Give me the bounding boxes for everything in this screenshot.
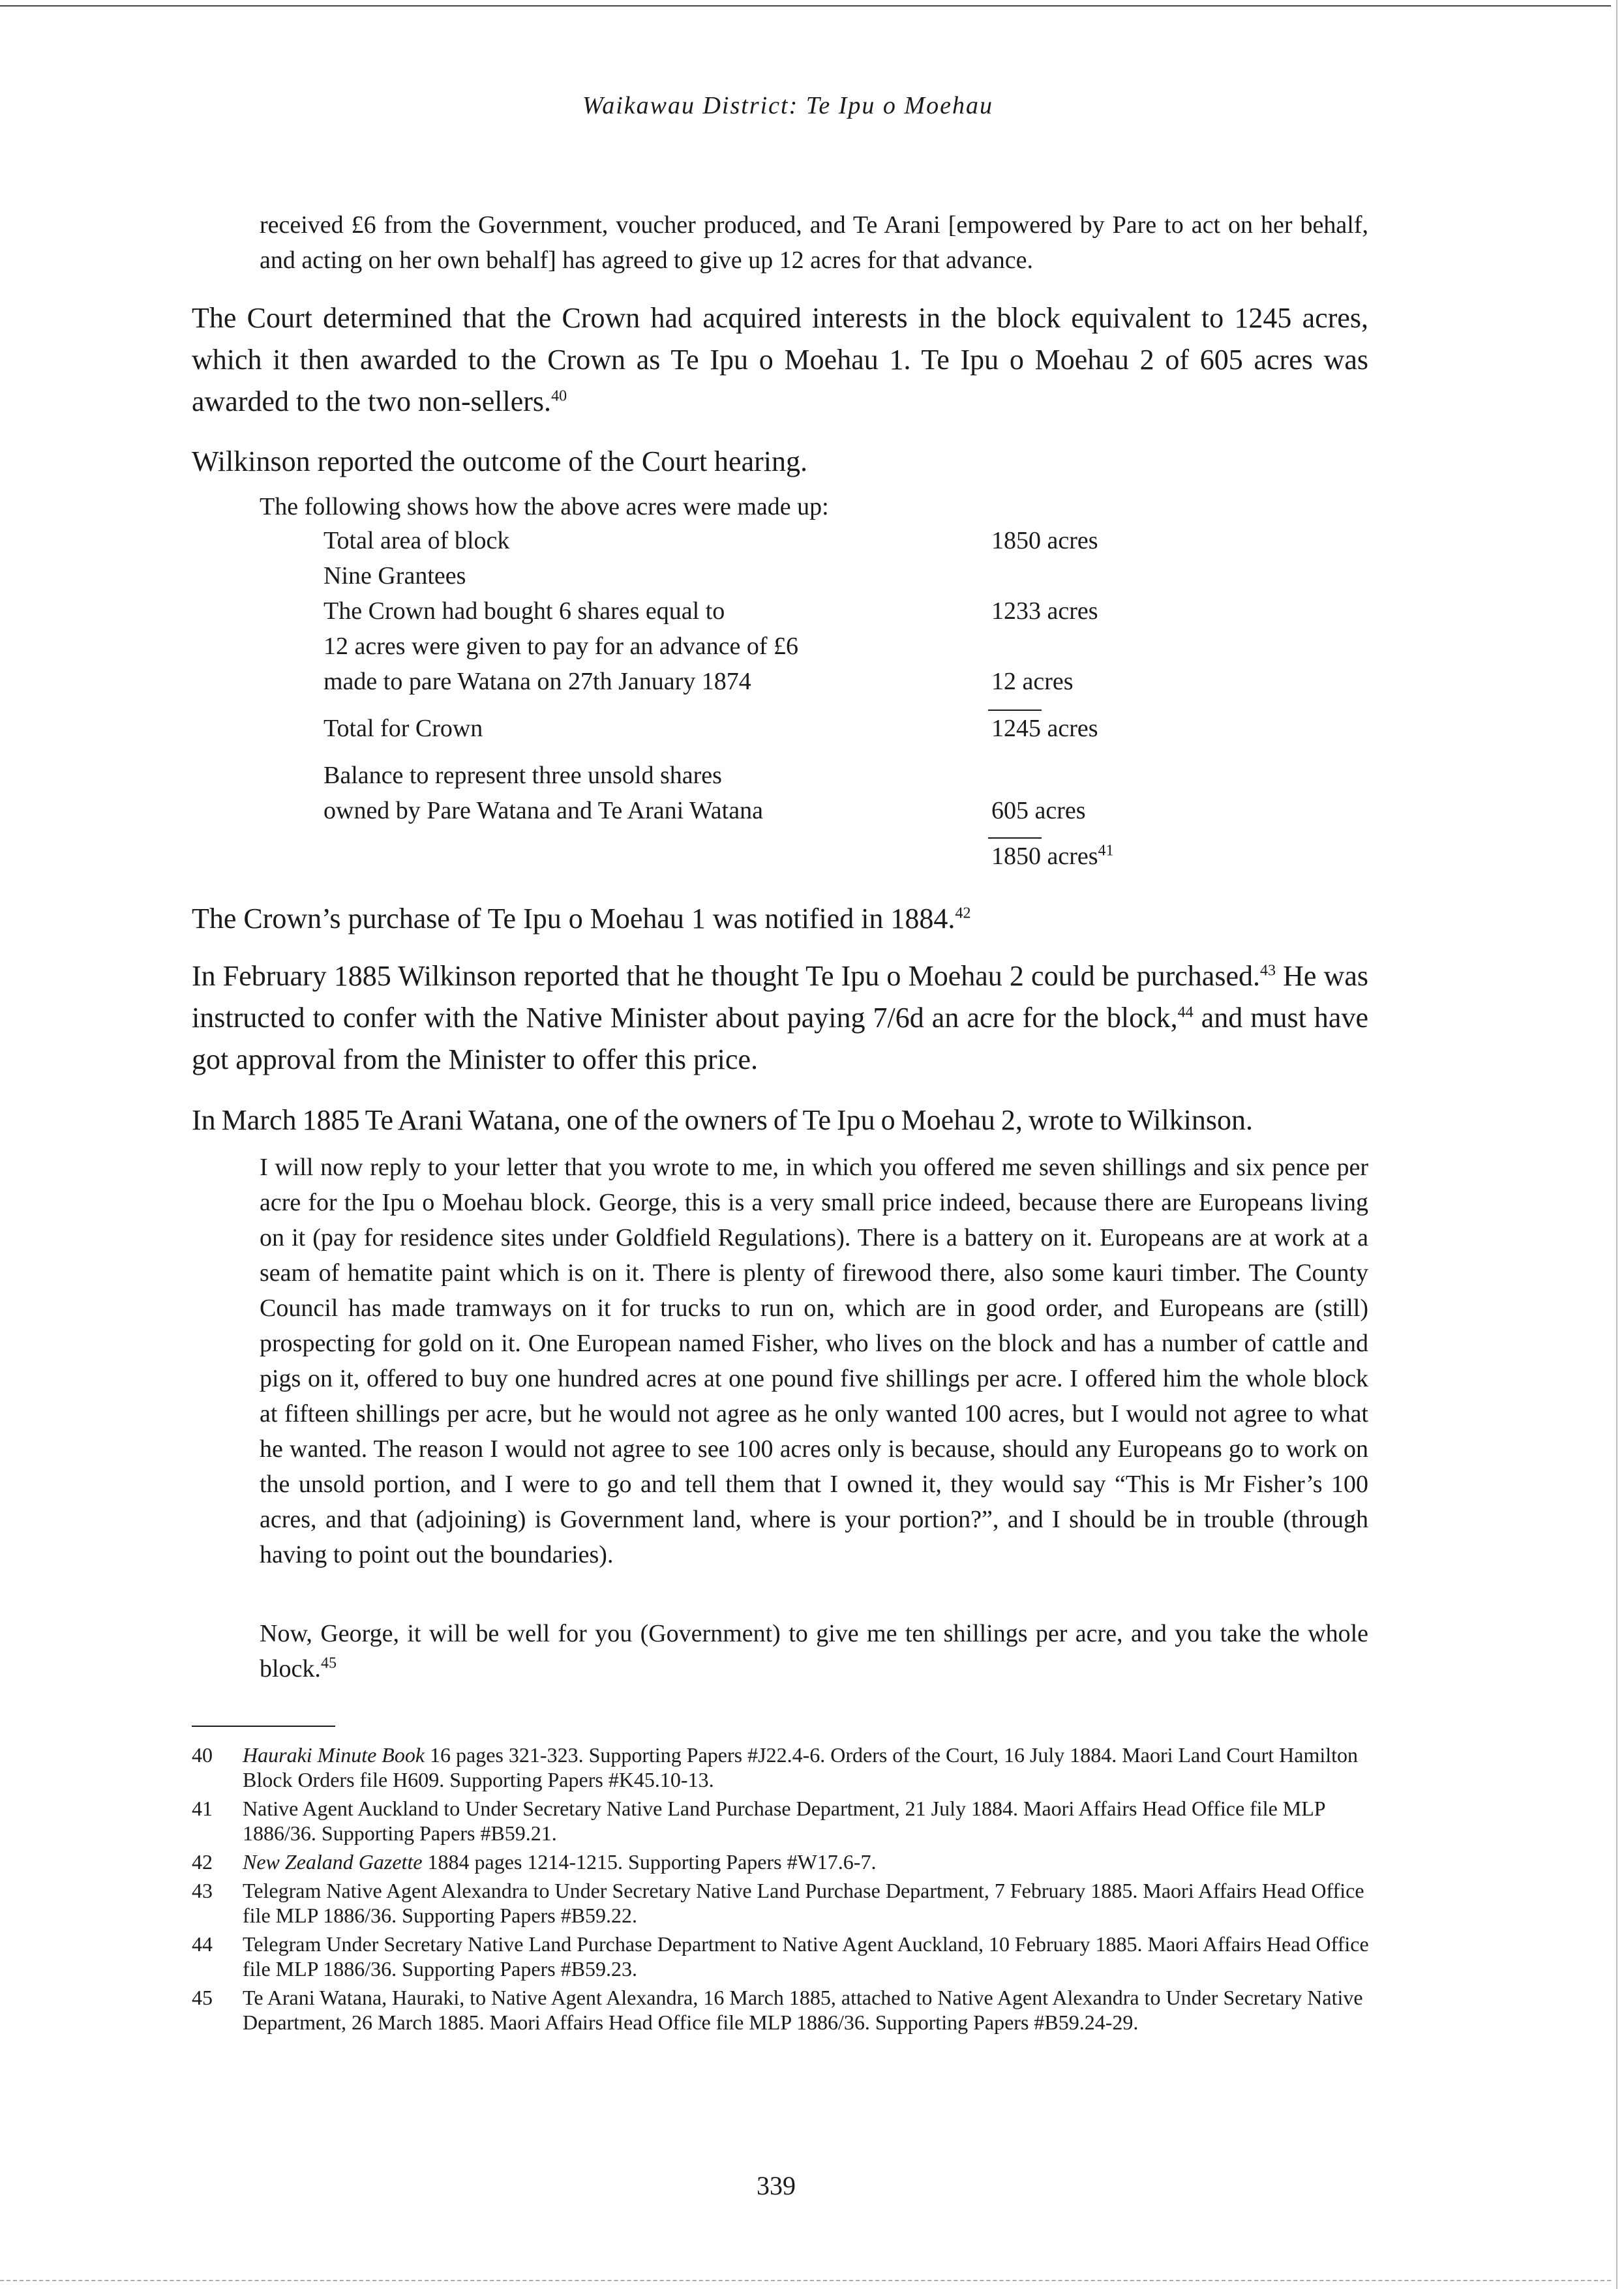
letter-quote-closing xyxy=(260,1616,1368,1686)
footnote-text xyxy=(243,1878,1384,1928)
acre-row-total xyxy=(323,842,1132,877)
acre-row-label: Total for Crown xyxy=(323,715,483,742)
footnote-text xyxy=(243,1796,1384,1846)
footnote-number: 41 xyxy=(192,1797,213,1820)
footnote-italic: New Zealand Gazette xyxy=(243,1850,423,1874)
footnote-body: 16 pages 321-323. Supporting Papers #J22.4-6. Orders of the Court, 16 July 1884. Maori Land Court Hamilton Block Orders file H609. Supporting Papers #K45.10-13. xyxy=(243,1743,1358,1791)
paragraph-text: The Crown’s purchase of Te Ipu o Moehau 1 was notified in 1884. xyxy=(192,903,955,935)
footnote-number: 45 xyxy=(192,1986,213,2009)
footnote-ref[interactable]: 45 xyxy=(320,1654,337,1672)
acre-row-label: 12 acres were given to pay for an advance of £6 xyxy=(323,633,799,660)
acre-row-label: made to pare Watana on 27th January 1874 xyxy=(323,668,751,695)
acre-row xyxy=(323,526,1132,561)
footnote-body: 1884 pages 1214-1215. Supporting Papers #W17.6-7. xyxy=(422,1850,877,1874)
paragraph-march-1885: In March 1885 Te Arani Watana, one of the owners of Te Ipu o Moehau 2, wrote to Wilkinson. xyxy=(192,1104,1254,1136)
footnote-number: 43 xyxy=(192,1879,213,1902)
footnote-ref[interactable]: 42 xyxy=(955,905,971,922)
acre-row-label: Balance to represent three unsold shares xyxy=(323,762,722,789)
acre-row-label: The Crown had bought 6 shares equal to xyxy=(323,597,725,625)
acre-row xyxy=(323,667,1132,702)
acre-row-amount: 12 acres xyxy=(991,668,1074,695)
footnote-text xyxy=(243,1849,1384,1874)
footnote-text xyxy=(243,1932,1384,1981)
acre-row-amount: 1245 acres xyxy=(991,715,1098,742)
footnote-body: Telegram Native Agent Alexandra to Under Secretary Native Land Purchase Department, 7 February 1885. Maori Affairs Head Office file MLP 1886/36. Supporting Papers #B59.22. xyxy=(243,1879,1364,1927)
acre-row xyxy=(323,632,1132,667)
page-number: 339 xyxy=(757,2171,796,2200)
acre-row xyxy=(323,761,1132,796)
running-head: Waikawau District: Te Ipu o Moehau xyxy=(582,92,993,119)
opening-quote: received £6 from the Government, voucher produced, and Te Arani [empowered by Pare to act on her behalf, and acting on her own behalf] has agreed to give up 12 acres for that advance. xyxy=(260,211,1368,274)
paragraph-wilkinson-report: Wilkinson reported the outcome of the Court hearing. xyxy=(192,445,807,477)
acre-row xyxy=(323,796,1132,831)
acre-row-amount: 1233 acres xyxy=(991,597,1098,625)
acre-row-amount xyxy=(991,842,1114,871)
acre-row xyxy=(323,714,1132,749)
paragraph-text: and must have got approval from the Minister to offer this price. xyxy=(192,1002,1368,1075)
bottom-border-line xyxy=(0,2280,1611,2281)
acre-row xyxy=(323,561,1132,597)
top-border-line xyxy=(0,5,1611,7)
paragraph-text: The Court determined that the Crown had acquired interests in the block equivalent to 1245 acres, which it then awarded to the Crown as Te Ipu o Moehau 1. Te Ipu o Moehau 2 of 605 acres was awarded to the two non-sellers. xyxy=(192,302,1368,417)
acre-row-label: Total area of block xyxy=(323,527,510,554)
footnote-body: Te Arani Watana, Hauraki, to Native Agent Alexandra, 16 March 1885, attached to Native Agent Alexandra to Under Secretary Native Department, 26 March 1885. Maori Affairs Head Office file MLP 1886/36. Supporting Papers #B59.24-29. xyxy=(243,1986,1363,2034)
acre-row-amount: 1850 acres xyxy=(991,527,1098,554)
footnote-ref[interactable]: 40 xyxy=(551,387,567,405)
footnote-italic: Hauraki Minute Book xyxy=(243,1743,425,1767)
acre-total-value: 1850 acres xyxy=(991,843,1098,870)
acre-row-amount: 605 acres xyxy=(991,797,1086,824)
acre-row xyxy=(323,597,1132,632)
footnote-ref[interactable]: 44 xyxy=(1177,1004,1194,1021)
paragraph-text: In February 1885 Wilkinson reported that he thought Te Ipu o Moehau 2 could be purchased. xyxy=(192,960,1260,992)
footnote-text xyxy=(243,1985,1384,2035)
footnote-body: Native Agent Auckland to Under Secretary Native Land Purchase Department, 21 July 1884. Maori Affairs Head Office file MLP 1886/36. Supporting Papers #B59.21. xyxy=(243,1797,1325,1845)
letter-quote-body: I will now reply to your letter that you wrote to me, in which you offered me seven shillings and six pence per acre for the Ipu o Moehau block. George, this is a very small price indeed, because there are Europeans living on it (pay for residence sites under Goldfield Regulations). There is a battery on it. Europeans are at work at a seam of hematite paint which is on it. There is plenty of firewood there, also some kauri timber. The County Council has made tramways on it for trucks to run on, which are in good order, and Europeans are (still) prospecting for gold on it. One European named Fisher, who lives on the block and has a number of cattle and pigs on it, offered to buy one hundred acres at one pound five shillings per acre. I offered him the whole block at fifteen shillings per acre, but he would not agree as he only wanted 100 acres, but I would not agree to what he wanted. The reason I would not agree to see 100 acres only is because, should any Europeans go to work on the unsold portion, and I were to go and tell them that I owned it, they would say “This is Mr Fisher’s 100 acres, and that (adjoining) is Government land, where is your portion?”, and I should be in trouble (through having to point out the boundaries). xyxy=(260,1154,1368,1568)
acre-row-label: owned by Pare Watana and Te Arani Watana xyxy=(323,797,763,824)
acre-row-label: Nine Grantees xyxy=(323,562,466,590)
footnote-number: 44 xyxy=(192,1932,213,1956)
footnote-separator xyxy=(192,1726,335,1727)
footnote-body: Telegram Under Secretary Native Land Purchase Department to Native Agent Auckland, 10 February 1885. Maori Affairs Head Office file MLP 1886/36. Supporting Papers #B59.23. xyxy=(243,1932,1369,1981)
paragraph-february-1885 xyxy=(192,955,1368,1081)
right-edge-line xyxy=(1616,0,1617,2289)
footnote-number: 40 xyxy=(192,1743,213,1767)
footnote-ref[interactable]: 41 xyxy=(1098,842,1114,860)
paragraph-court-determination xyxy=(192,297,1368,423)
sum-rule xyxy=(988,837,1042,839)
sum-rule xyxy=(988,710,1042,711)
paragraph-crown-purchase xyxy=(192,898,1368,940)
footnote-number: 42 xyxy=(192,1850,213,1874)
paragraph-text: Now, George, it will be well for you (Government) to give me ten shillings per acre, and you take the whole block. xyxy=(260,1620,1368,1683)
paragraph-text: He was instructed to confer with the Native Minister about paying 7/6d an acre for the block, xyxy=(192,960,1369,1034)
footnote-ref[interactable]: 43 xyxy=(1259,962,1276,980)
footnote-text xyxy=(243,1743,1384,1792)
acre-breakdown-intro: The following shows how the above acres were made up: xyxy=(260,493,829,520)
